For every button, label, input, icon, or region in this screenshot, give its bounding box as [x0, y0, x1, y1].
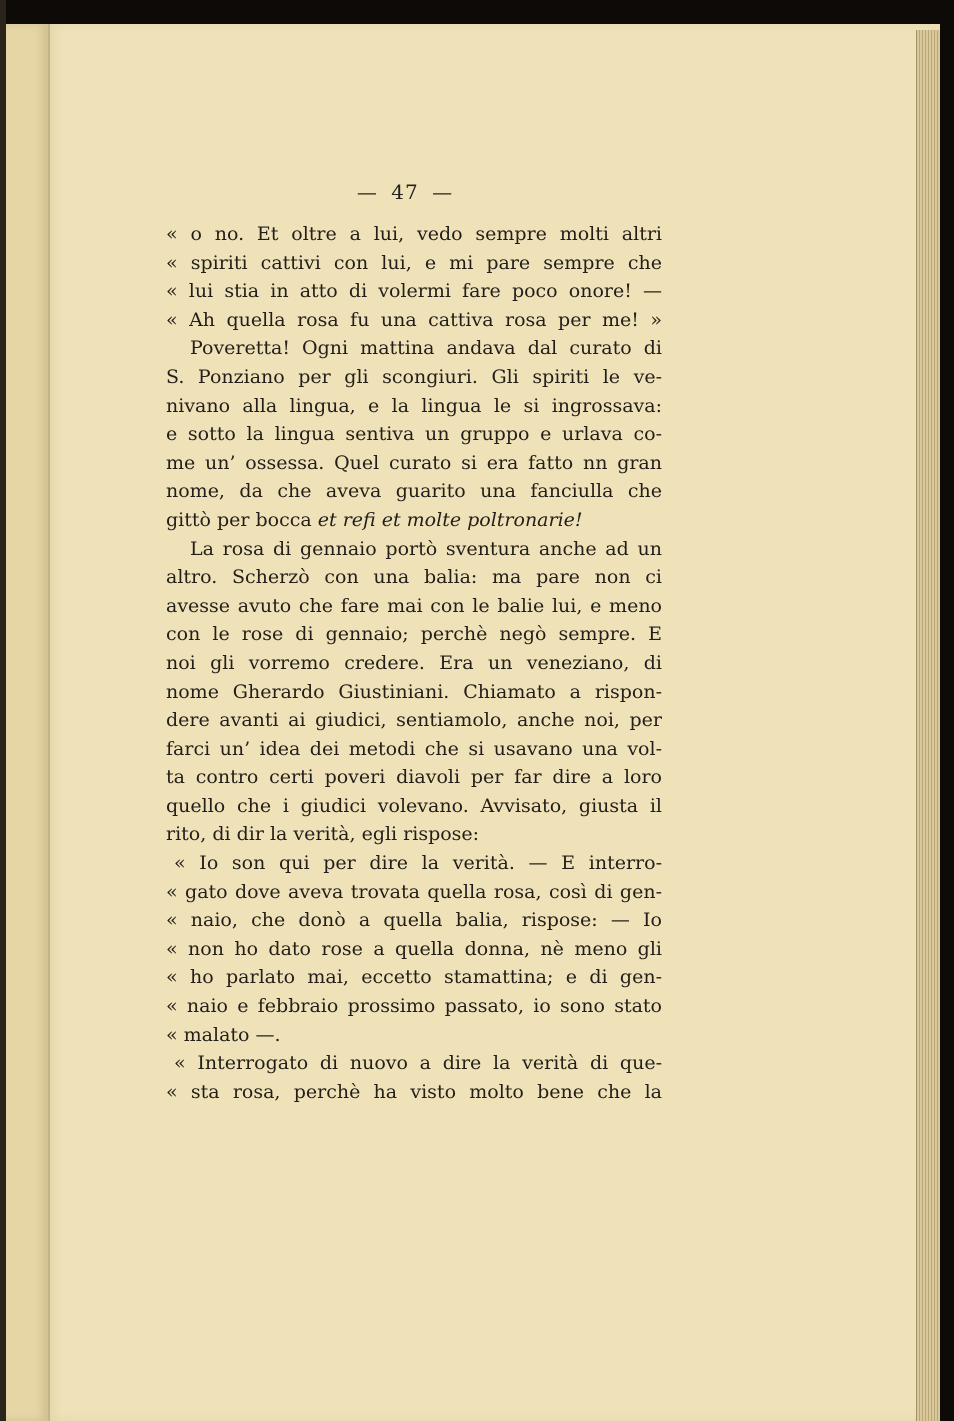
text-line: « malato —. [166, 1023, 281, 1046]
text-line: « non ho dato rose a quella donna, nè meno gli [166, 937, 662, 960]
text-line: Poveretta! Ogni mattina andava dal curato di [190, 337, 662, 360]
scanner-border-right [940, 0, 954, 1421]
page-stack-edges [916, 30, 941, 1421]
text-line: quello che i giudici volevano. Avvisato, giusta il [166, 794, 662, 817]
text-line: « o no. Et oltre a lui, vedo sempre molti altri [166, 223, 662, 245]
scanner-border-top [0, 0, 954, 24]
text-line-roman: gittò per bocca [166, 508, 312, 531]
text-line: « Interrogato di nuovo a dire la verità di que- [174, 1052, 662, 1075]
text-line: noi gli vorremo credere. Era un veneziano, di [166, 651, 662, 674]
text-line: « gato dove aveva trovata quella rosa, così di gen- [166, 880, 662, 903]
text-line: nivano alla lingua, e la lingua le si ingrossava: [166, 394, 662, 417]
text-line: avesse avuto che fare mai con le balie lui, e meno [166, 594, 662, 617]
text-line: « naio, che donò a quella balia, rispose: — Io [166, 909, 662, 932]
text-line: con le rose di gennaio; perchè negò sempre. E [166, 623, 662, 646]
body-text [166, 220, 662, 1106]
text-line: S. Ponziano per gli scongiuri. Gli spiriti le ve- [166, 365, 662, 388]
text-line: « ho parlato mai, eccetto stamattina; e di gen- [166, 966, 662, 989]
text-line: « sta rosa, perchè ha visto molto bene che la [166, 1080, 662, 1103]
text-line: « lui stia in atto di volermi fare poco onore! — [166, 280, 662, 303]
text-line: nome Gherardo Giustiniani. Chiamato a rispon- [166, 680, 662, 703]
text-line: dere avanti ai giudici, sentiamolo, anche noi, per [166, 709, 662, 732]
text-line: « Io son qui per dire la verità. — E interro- [174, 852, 662, 875]
text-line: nome, da che aveva guarito una fanciulla che [166, 480, 662, 503]
text-line: e sotto la lingua sentiva un gruppo e urlava co- [166, 423, 662, 446]
text-line: me un’ ossessa. Quel curato si era fatto nn gran [166, 451, 662, 474]
text-line: rito, di dir la verità, egli rispose: [166, 823, 480, 846]
text-line: « naio e febbraio prossimo passato, io sono stato [166, 995, 662, 1018]
text-line: La rosa di gennaio portò sventura anche ad un [190, 537, 662, 560]
text-line: farci un’ idea dei metodi che si usavano una vol- [166, 737, 662, 760]
text-line-italic: et refi et molte poltronarie! [317, 508, 583, 531]
previous-page-edge [6, 24, 50, 1421]
text-line: altro. Scherzò con una balia: ma pare non ci [166, 566, 662, 589]
text-line: « spiriti cattivi con lui, e mi pare sempre che [166, 251, 662, 274]
text-line: ta contro certi poveri diavoli per far dire a loro [166, 766, 662, 789]
page-number: — 47 — [356, 180, 454, 204]
text-line [166, 506, 662, 535]
text-line: « Ah quella rosa fu una cattiva rosa per me! » [166, 308, 662, 331]
